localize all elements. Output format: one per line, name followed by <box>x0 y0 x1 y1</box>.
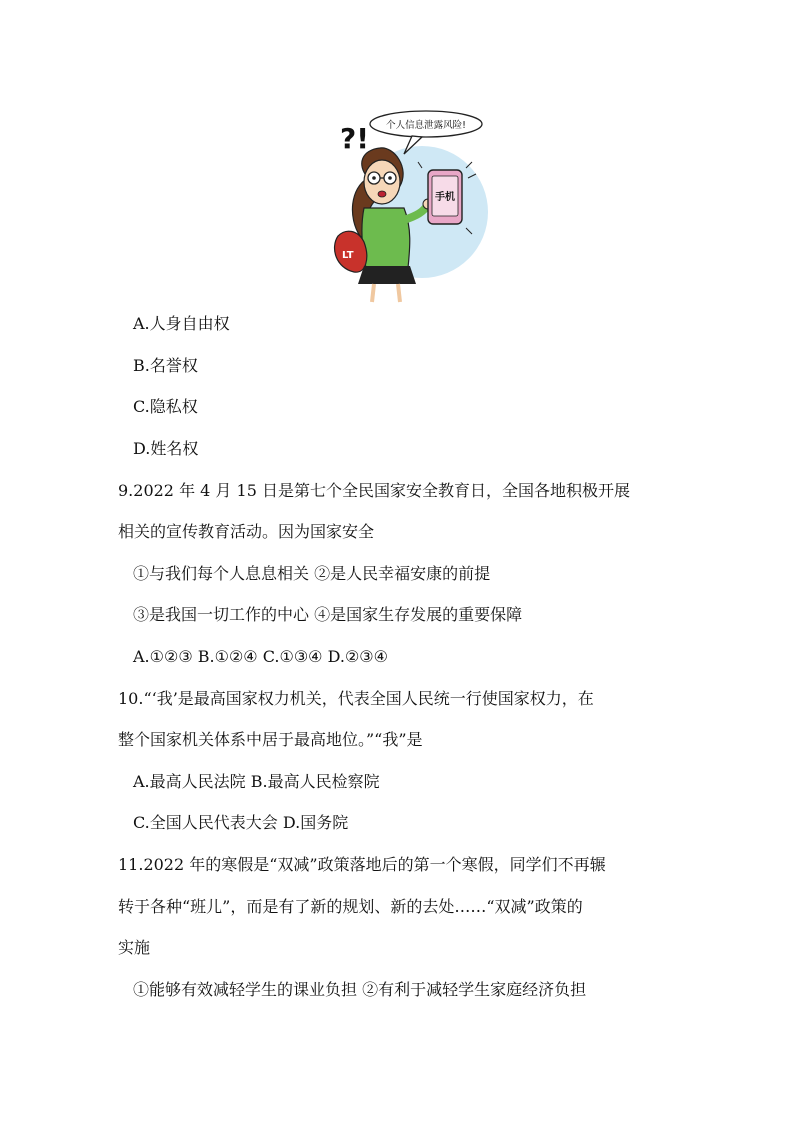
q10-options-line2: C.全国人民代表大会 D.国务院 <box>133 813 349 832</box>
q10-stem-line2: 整个国家机关体系中居于最高地位。”“我”是 <box>118 730 423 749</box>
speech-bubble-text: 个人信息泄露风险! <box>386 120 466 131</box>
q9-options: A.①②③ B.①②④ C.①③④ D.②③④ <box>133 647 388 666</box>
question-exclamation-symbol: ?! <box>340 122 370 155</box>
q10-stem-line1: 10.“‘我’是最高国家权力机关，代表全国人民统一行使国家权力，在 <box>118 689 594 708</box>
q9-stem-line1: 9.2022 年 4 月 15 日是第七个全民国家安全教育日，全国各地积极开展 <box>118 481 630 500</box>
q8-option-a: A.人身自由权 <box>133 314 230 333</box>
q11-statements-line1: ①能够有效减轻学生的课业负担 ②有利于减轻学生家庭经济负担 <box>133 980 587 999</box>
skirt <box>358 266 416 284</box>
cartoon-illustration <box>320 108 492 304</box>
q8-option-d: D.姓名权 <box>133 439 199 458</box>
q11-stem-line1: 11.2022 年的寒假是“双减”政策落地后的第一个寒假，同学们不再辗 <box>118 855 606 874</box>
q8-option-c: C.隐私权 <box>133 397 198 416</box>
q11-stem-line2: 转于各种“班儿”，而是有了新的规划、新的去处……“双减”政策的 <box>118 897 583 916</box>
q10-options-line1: A.最高人民法院 B.最高人民检察院 <box>133 772 380 791</box>
phone-icon <box>428 170 462 224</box>
q11-stem-line3: 实施 <box>118 938 151 957</box>
q9-statements-line1: ①与我们每个人息息相关 ②是人民幸福安康的前提 <box>133 564 491 583</box>
q9-statements-line2: ③是我国一切工作的中心 ④是国家生存发展的重要保障 <box>133 605 523 624</box>
q9-stem-line2: 相关的宣传教育活动。因为国家安全 <box>118 522 375 541</box>
phone-label: 手机 <box>435 192 455 203</box>
bag-label: LT <box>342 250 354 261</box>
q8-option-b: B.名誉权 <box>133 356 198 375</box>
